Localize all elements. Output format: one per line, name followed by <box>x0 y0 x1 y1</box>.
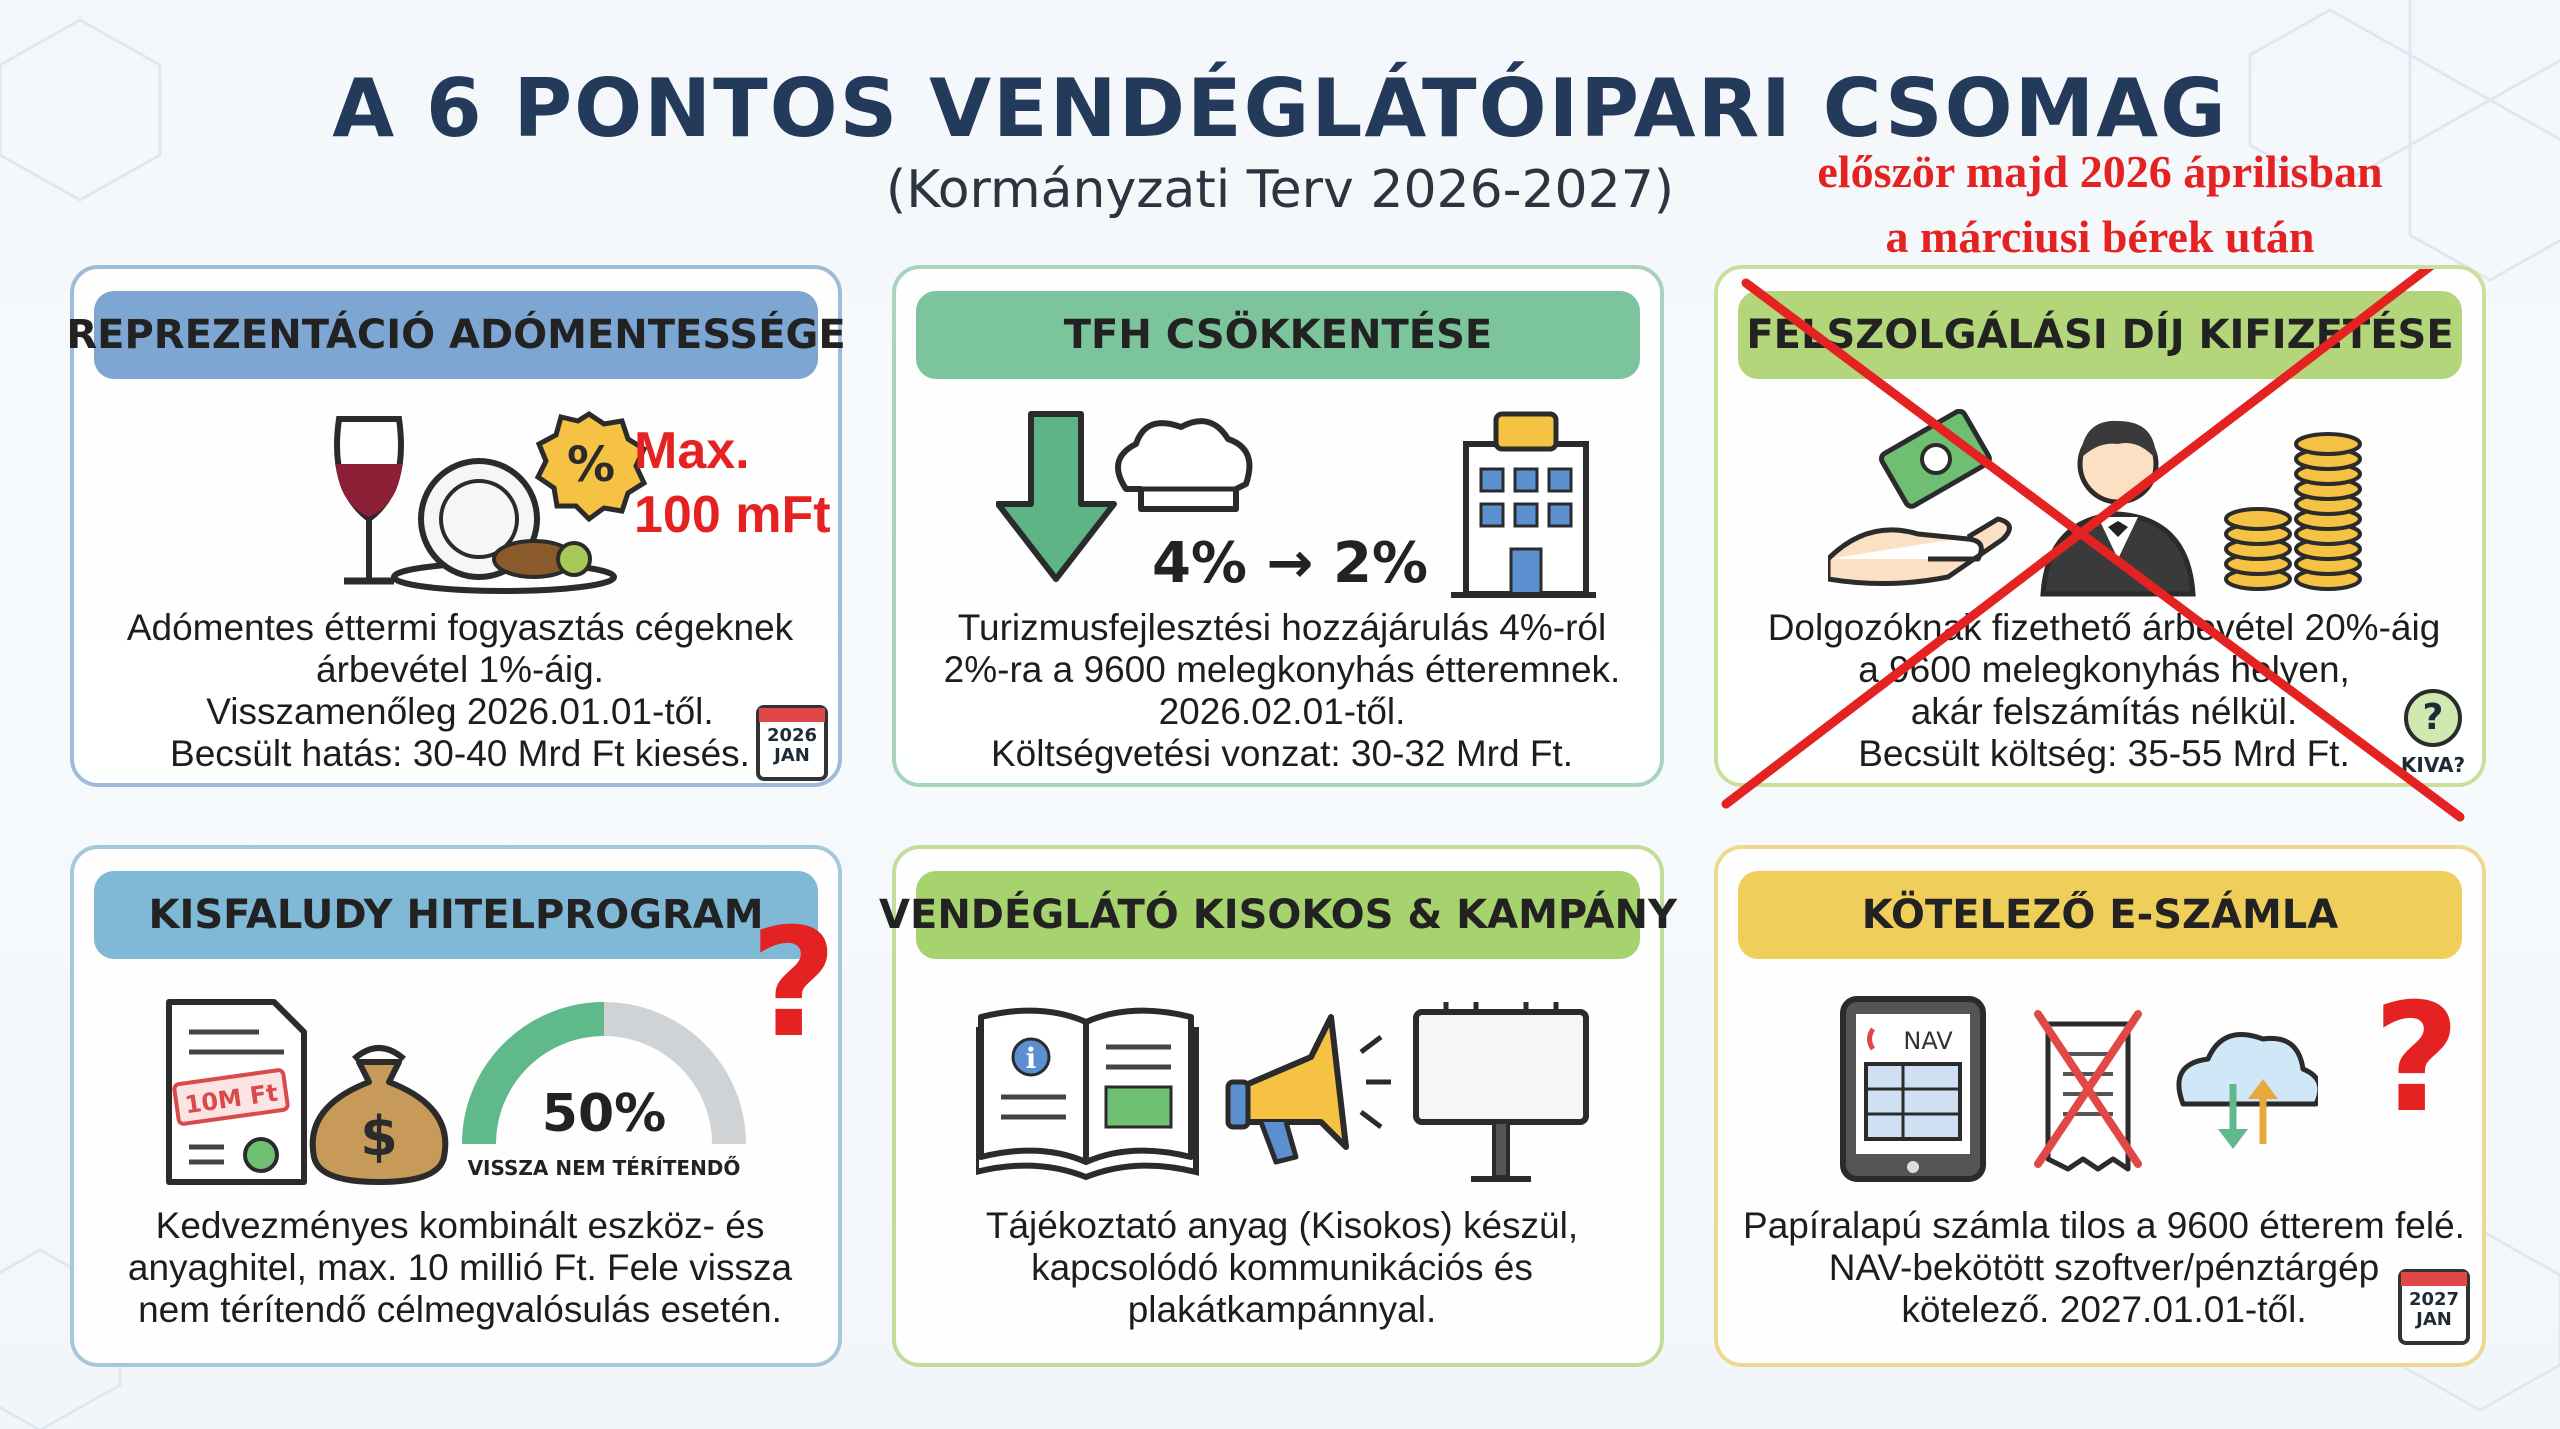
description-line: plakátkampánnyal. <box>1127 1289 1437 1330</box>
restaurant-building-icon <box>1451 414 1596 595</box>
rate-change-label: 4% → 2% <box>1151 531 1429 596</box>
calendar-icon <box>2398 1269 2470 1345</box>
description-line: nem térítendő célmegvalósulás esetén. <box>138 1289 782 1330</box>
card-header: REPREZENTÁCIÓ ADÓMENTESSÉGE <box>94 291 818 379</box>
percent-symbol: % <box>566 437 616 493</box>
description-line: kötelező. 2027.01.01-től. <box>1901 1289 2307 1330</box>
document-amount-label: 10M Ft <box>183 1078 280 1120</box>
description-line: Dolgozóknak fizethető árbevétel 20%-áig <box>1767 607 2441 648</box>
description-line: a 9600 melegkonyhás helyen, <box>1858 649 2350 690</box>
card-header: TFH CSÖKKENTÉSE <box>916 291 1640 379</box>
card-description <box>1718 1205 2490 1331</box>
wine-glass-icon <box>336 419 402 581</box>
tablet-nav-icon <box>1843 999 1983 1179</box>
calendar-icon <box>756 705 828 781</box>
card-service-charge-payment <box>1714 265 2486 787</box>
info-symbol: i <box>1025 1042 1037 1075</box>
description-line: NAV-bekötött szoftver/pénztárgép <box>1828 1247 2380 1288</box>
card-mandatory-e-invoice <box>1714 845 2486 1367</box>
description-line: Becsült költség: 35-55 Mrd Ft. <box>1858 733 2350 774</box>
gauge-percent-label: 50% <box>541 1084 667 1144</box>
calendar-year: 2027 <box>2408 1289 2460 1310</box>
wine-and-plate-icons <box>314 409 664 599</box>
card-header: VENDÉGLÁTÓ KISOKOS & KAMPÁNY <box>916 871 1640 959</box>
card-description <box>74 607 846 775</box>
nav-label: NAV <box>1903 1027 1953 1055</box>
description-line: Adómentes éttermi fogyasztás cégeknek <box>126 607 794 648</box>
crossed-receipt-icon <box>2038 1014 2138 1169</box>
card-hospitality-guide-campaign <box>879 845 1677 1367</box>
card-representation-tax-exemption <box>66 265 846 787</box>
description-line: Kedvezményes kombinált eszköz- és <box>155 1205 765 1246</box>
card-description <box>896 1205 1668 1331</box>
description-line: anyaghitel, max. 10 millió Ft. Fele vissza <box>127 1247 793 1288</box>
gauge-caption: VISSZA NEM TÉRÍTENDŐ <box>467 1156 741 1180</box>
description-line: kapcsolódó kommunikációs és <box>1031 1247 1533 1288</box>
guide-campaign-icons <box>976 997 1596 1187</box>
cloud-sync-icon <box>2179 1035 2318 1150</box>
e-invoice-icons <box>1838 994 2318 1184</box>
question-symbol: ? <box>2404 689 2462 747</box>
handwritten-note-line-2: a márciusi bérek után <box>1885 211 2315 262</box>
red-cross-out <box>1718 269 2490 829</box>
red-question-icon: ? <box>2373 972 2461 1146</box>
card-header: KÖTELEZŐ E-SZÁMLA <box>1738 871 2462 959</box>
loan-document-icons <box>164 997 484 1187</box>
handwritten-note-line-1: először majd 2026 áprilisban <box>1817 146 2383 197</box>
percent-badge-icon <box>538 414 644 519</box>
max-amount-highlight <box>634 419 831 547</box>
card-header: FELSZOLGÁLÁSI DÍJ KIFIZETÉSE <box>1738 291 2462 379</box>
description-line: Papíralapú számla tilos a 9600 étterem felé. <box>1743 1205 2465 1246</box>
description-line: Költségvetési vonzat: 30-32 Mrd Ft. <box>991 733 1573 774</box>
card-tfh-reduction <box>892 265 1664 787</box>
description-line: Becsült hatás: 30-40 Mrd Ft kiesés. <box>170 733 750 774</box>
description-line: árbevétel 1%-áig. <box>316 649 604 690</box>
highlight-line-2: 100 mFt <box>634 486 831 544</box>
kiva-label: KIVA? <box>2400 753 2466 777</box>
card-description <box>896 607 1668 775</box>
card-header: KISFALUDY HITELPROGRAM <box>94 871 818 959</box>
card-description <box>74 1205 846 1331</box>
calendar-year: 2026 <box>766 725 818 746</box>
description-line: Tájékoztató anyag (Kisokos) készül, <box>985 1205 1579 1246</box>
document-icon <box>169 1002 304 1182</box>
megaphone-icon <box>1228 1017 1391 1162</box>
description-line: 2026.02.01-től. <box>1158 691 1406 732</box>
open-book-icon <box>976 1011 1196 1177</box>
red-question-icon: ? <box>750 897 838 1071</box>
description-line: Turizmusfejlesztési hozzájárulás 4%-ról <box>957 607 1607 648</box>
arrow-down-icon <box>998 414 1114 579</box>
dollar-symbol: $ <box>360 1105 398 1168</box>
billboard-icon <box>1416 1002 1586 1179</box>
description-line: akár felszámítás nélkül. <box>1910 691 2298 732</box>
highlight-line-1: Max. <box>634 422 750 480</box>
card-kisfaludy-loan-program <box>70 845 842 1367</box>
money-bag-icon <box>313 1048 446 1182</box>
description-line: Visszamenőleg 2026.01.01-től. <box>206 691 714 732</box>
page-subtitle: (Kormányzati Terv 2026-2027) <box>885 160 1675 220</box>
calendar-month: JAN <box>774 745 810 766</box>
page-title: A 6 PONTOS VENDÉGLÁTÓIPARI CSOMAG <box>332 62 2228 155</box>
calendar-month: JAN <box>2416 1309 2452 1330</box>
description-line: 2%-ra a 9600 melegkonyhás étteremnek. <box>943 649 1621 690</box>
chef-hat-icon <box>1118 421 1249 509</box>
